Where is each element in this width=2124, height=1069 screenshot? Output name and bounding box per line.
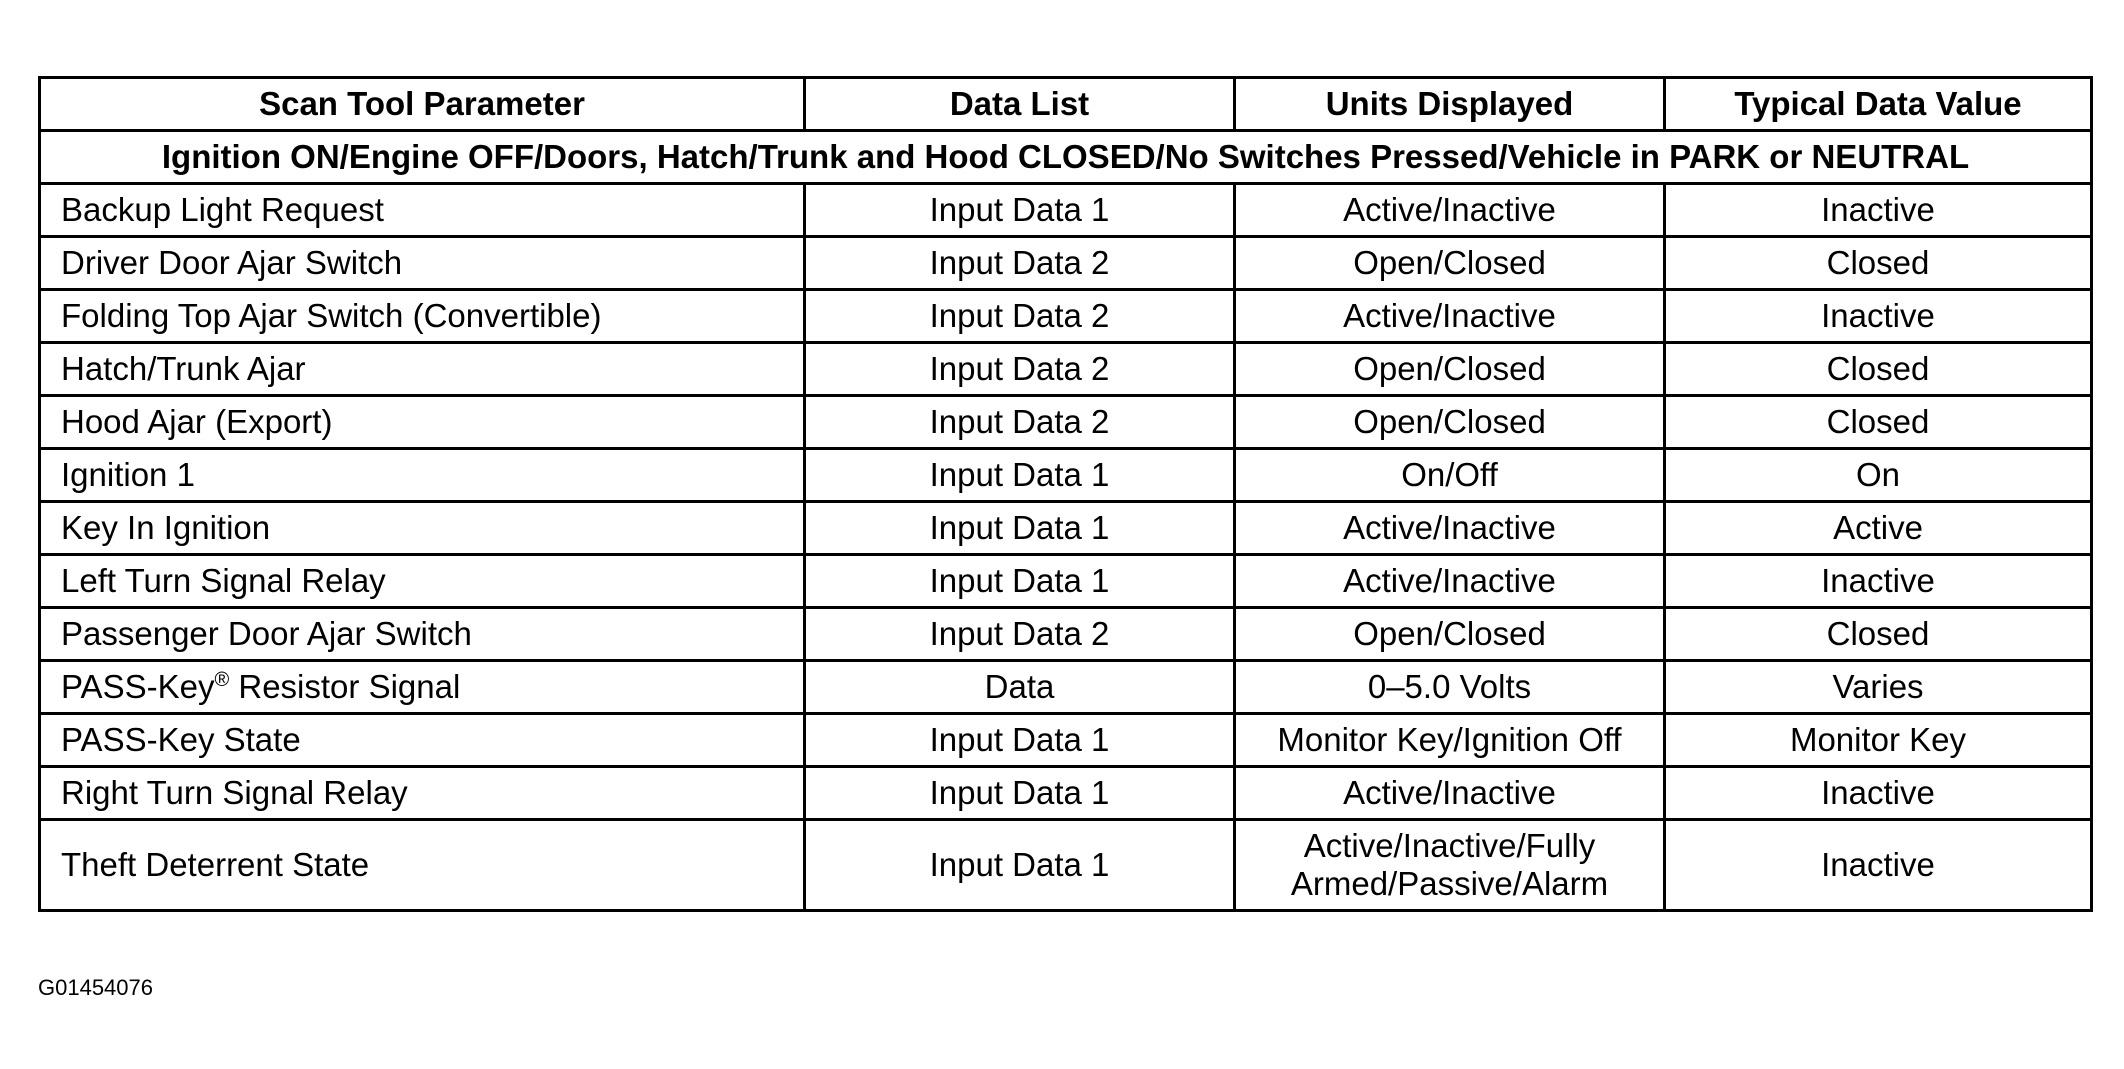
data-list-cell: Input Data 2 xyxy=(805,608,1235,661)
table-row xyxy=(40,502,2092,555)
table-row xyxy=(40,396,2092,449)
data-list-cell: Input Data 2 xyxy=(805,290,1235,343)
typical-value-cell: Inactive xyxy=(1665,184,2092,237)
parameter-cell: Left Turn Signal Relay xyxy=(40,555,805,608)
data-list-cell: Input Data 1 xyxy=(805,714,1235,767)
typical-value-cell: Active xyxy=(1665,502,2092,555)
typical-value-cell: Inactive xyxy=(1665,555,2092,608)
data-list-cell: Input Data 1 xyxy=(805,502,1235,555)
data-list-cell: Input Data 2 xyxy=(805,396,1235,449)
parameter-cell: Backup Light Request xyxy=(40,184,805,237)
parameter-cell: Driver Door Ajar Switch xyxy=(40,237,805,290)
parameter-cell: Ignition 1 xyxy=(40,449,805,502)
units-cell: Active/Inactive xyxy=(1235,555,1665,608)
typical-value-cell: Inactive xyxy=(1665,290,2092,343)
units-cell: Active/Inactive/Fully Armed/Passive/Alarm xyxy=(1235,820,1665,911)
parameter-cell: Hood Ajar (Export) xyxy=(40,396,805,449)
figure-id: G01454076 xyxy=(38,975,153,1000)
typical-value-cell: Inactive xyxy=(1665,820,2092,911)
data-list-cell: Input Data 1 xyxy=(805,820,1235,911)
typical-value-cell: Varies xyxy=(1665,661,2092,714)
data-list-cell: Input Data 2 xyxy=(805,237,1235,290)
parameter-cell: Theft Deterrent State xyxy=(40,820,805,911)
table-row xyxy=(40,555,2092,608)
parameter-cell: PASS-Key® Resistor Signal xyxy=(40,661,805,714)
units-cell: Open/Closed xyxy=(1235,343,1665,396)
typical-value-cell: Closed xyxy=(1665,608,2092,661)
parameter-cell: Hatch/Trunk Ajar xyxy=(40,343,805,396)
table-row xyxy=(40,714,2092,767)
typical-value-cell: Closed xyxy=(1665,237,2092,290)
units-cell: Open/Closed xyxy=(1235,608,1665,661)
parameter-cell: Right Turn Signal Relay xyxy=(40,767,805,820)
data-list-cell: Input Data 1 xyxy=(805,184,1235,237)
units-cell: Open/Closed xyxy=(1235,396,1665,449)
typical-value-cell: Closed xyxy=(1665,343,2092,396)
data-list-cell: Data xyxy=(805,661,1235,714)
table-row xyxy=(40,449,2092,502)
units-cell: Active/Inactive xyxy=(1235,767,1665,820)
table-row xyxy=(40,608,2092,661)
data-list-cell: Input Data 1 xyxy=(805,555,1235,608)
condition-row xyxy=(40,131,2092,184)
header-scan-tool-parameter: Scan Tool Parameter xyxy=(40,78,805,131)
table-row xyxy=(40,290,2092,343)
test-condition: Ignition ON/Engine OFF/Doors, Hatch/Trunk and Hood CLOSED/No Switches Pressed/Vehicle in PARK or NEUTRAL xyxy=(40,131,2092,184)
table-row xyxy=(40,820,2092,911)
typical-value-cell: Closed xyxy=(1665,396,2092,449)
table-row xyxy=(40,767,2092,820)
units-cell: On/Off xyxy=(1235,449,1665,502)
table-row xyxy=(40,184,2092,237)
units-cell: Active/Inactive xyxy=(1235,290,1665,343)
parameter-cell: Key In Ignition xyxy=(40,502,805,555)
units-cell: 0–5.0 Volts xyxy=(1235,661,1665,714)
units-cell: Active/Inactive xyxy=(1235,502,1665,555)
units-cell: Open/Closed xyxy=(1235,237,1665,290)
units-cell: Monitor Key/Ignition Off xyxy=(1235,714,1665,767)
units-cell: Active/Inactive xyxy=(1235,184,1665,237)
data-list-cell: Input Data 2 xyxy=(805,343,1235,396)
header-units-displayed: Units Displayed xyxy=(1235,78,1665,131)
header-row xyxy=(40,78,2092,131)
header-typical-data-value: Typical Data Value xyxy=(1665,78,2092,131)
scan-tool-data-table xyxy=(38,76,2093,912)
table-row xyxy=(40,343,2092,396)
typical-value-cell: Inactive xyxy=(1665,767,2092,820)
data-list-cell: Input Data 1 xyxy=(805,449,1235,502)
table-row xyxy=(40,237,2092,290)
parameter-cell: Passenger Door Ajar Switch xyxy=(40,608,805,661)
parameter-cell: PASS-Key State xyxy=(40,714,805,767)
scan-tool-table-container xyxy=(38,76,2090,912)
typical-value-cell: On xyxy=(1665,449,2092,502)
data-list-cell: Input Data 1 xyxy=(805,767,1235,820)
header-data-list: Data List xyxy=(805,78,1235,131)
typical-value-cell: Monitor Key xyxy=(1665,714,2092,767)
table-row xyxy=(40,661,2092,714)
parameter-cell: Folding Top Ajar Switch (Convertible) xyxy=(40,290,805,343)
